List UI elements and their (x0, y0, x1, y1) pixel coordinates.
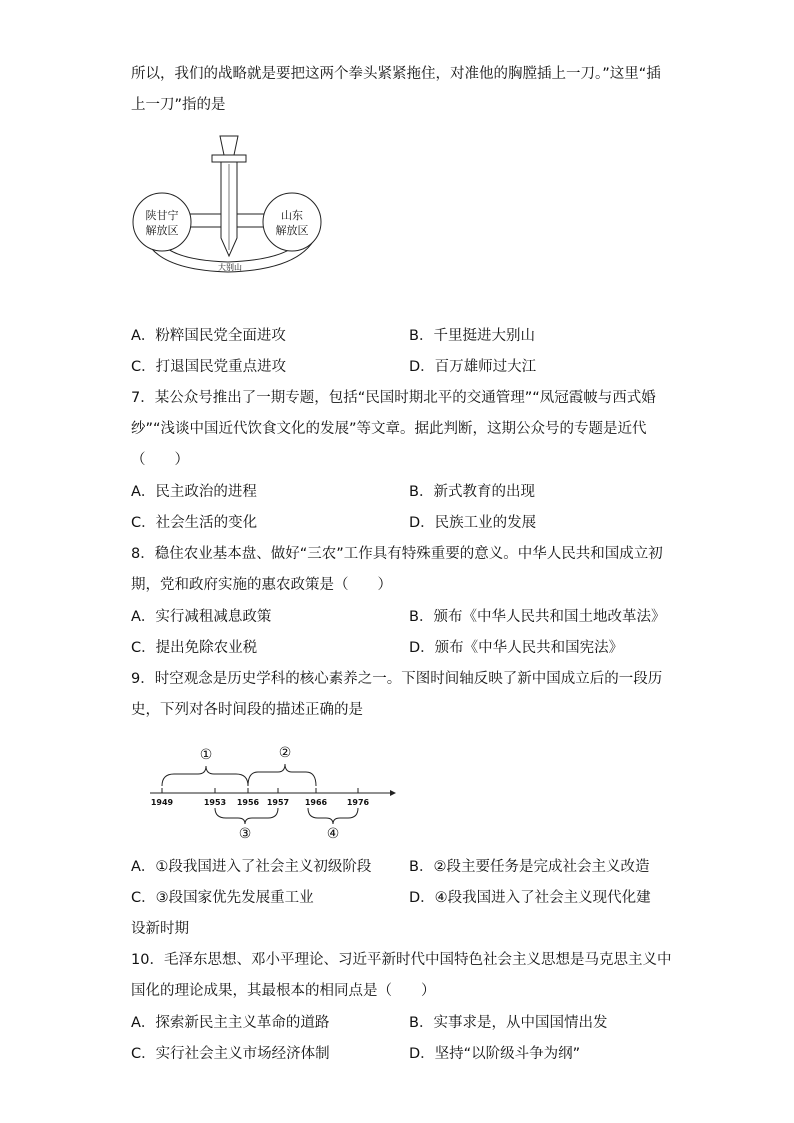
q8-option-d[interactable]: D．颁布《中华人民共和国宪法》 (409, 640, 624, 656)
dabieshan-label: 大别山 (218, 263, 242, 272)
year-1949: 1949 (150, 798, 174, 807)
q7-option-c[interactable]: C．社会生活的变化 (131, 515, 258, 531)
q8-stem-line1: 8．稳住农业基本盘、做好“三农”工作具有特殊重要的意义。中华人民共和国成立初 (131, 546, 663, 562)
q9-stem-line2: 史，下列对各时间段的描述正确的是 (131, 702, 363, 718)
year-1966: 1966 (304, 798, 328, 807)
brace-4 (308, 808, 358, 824)
q10-option-c[interactable]: C．实行社会主义市场经济体制 (131, 1046, 330, 1062)
left-circle-label-2: 解放区 (145, 224, 179, 237)
q7-option-d[interactable]: D．民族工业的发展 (409, 515, 537, 531)
q6-strategy-diagram (128, 130, 338, 280)
q10-option-a[interactable]: A．探索新民主主义革命的道路 (131, 1015, 330, 1031)
q6-stem-line1: 所以，我们的战略就是要把这两个拳头紧紧拖住，对准他的胸膛插上一刀。”这里“插 (131, 66, 661, 82)
q8-option-c[interactable]: C．提出免除农业税 (131, 640, 258, 656)
q8-option-a[interactable]: A．实行减租减息政策 (131, 609, 272, 625)
q6-option-c[interactable]: C．打退国民党重点进攻 (131, 359, 287, 375)
label-3: ③ (238, 826, 252, 842)
year-1953: 1953 (203, 798, 227, 807)
q9-option-b[interactable]: B．②段主要任务是完成社会主义改造 (409, 859, 650, 875)
q9-stem-line1: 9．时空观念是历史学科的核心素养之一。下图时间轴反映了新中国成立后的一段历 (131, 671, 663, 687)
q9-option-d[interactable]: D．④段我国进入了社会主义现代化建 (409, 890, 651, 906)
q6-option-b[interactable]: B．千里挺进大别山 (409, 328, 535, 344)
q10-stem-line2: 国化的理论成果，其最根本的相同点是（ ） (131, 983, 436, 999)
brace-2 (248, 764, 316, 786)
right-circle (263, 193, 321, 251)
left-circle-label-1: 陕甘宁 (145, 209, 179, 222)
brace-1 (162, 766, 248, 786)
year-1957: 1957 (266, 798, 290, 807)
q10-option-b[interactable]: B．实事求是，从中国国情出发 (409, 1015, 608, 1031)
q6-option-d[interactable]: D．百万雄师过大江 (409, 359, 537, 375)
left-circle (133, 193, 191, 251)
year-1976: 1976 (346, 798, 370, 807)
label-1: ① (199, 747, 213, 763)
q6-stem-line2: 上一刀”指的是 (131, 97, 226, 113)
q7-stem-line2: 纱”“浅谈中国近代饮食文化的发展”等文章。据此判断，这期公众号的专题是近代 (131, 421, 647, 437)
q8-option-b[interactable]: B．颁布《中华人民共和国土地改革法》 (409, 609, 666, 625)
q8-stem-line2: 期，党和政府实施的惠农政策是（ ） (131, 577, 392, 593)
q10-option-d[interactable]: D．坚持“以阶级斗争为纲” (409, 1046, 581, 1062)
q10-stem-line1: 10．毛泽东思想、邓小平理论、习近平新时代中国特色社会主义思想是马克思主义中 (131, 952, 672, 968)
q9-option-a[interactable]: A．①段我国进入了社会主义初级阶段 (131, 859, 372, 875)
dagger-handle (220, 136, 238, 155)
brace-3 (215, 808, 278, 824)
q9-option-d-continuation: 设新时期 (131, 921, 189, 937)
label-4: ④ (326, 826, 340, 842)
q7-stem-line1: 7．某公众号推出了一期专题，包括“民国时期北平的交通管理”“凤冠霞帔与西式婚 (131, 390, 656, 406)
q7-option-b[interactable]: B．新式教育的出现 (409, 484, 535, 500)
right-circle-label-2: 解放区 (275, 224, 309, 237)
q9-timeline (140, 738, 402, 842)
right-circle-label-1: 山东 (281, 209, 303, 222)
q7-stem-line3: （ ） (131, 452, 189, 468)
q7-option-a[interactable]: A．民主政治的进程 (131, 484, 257, 500)
q9-option-c[interactable]: C．③段国家优先发展重工业 (131, 890, 314, 906)
year-1956: 1956 (236, 798, 260, 807)
q6-option-a[interactable]: A．粉粹国民党全面进攻 (131, 328, 286, 344)
label-2: ② (278, 745, 292, 761)
